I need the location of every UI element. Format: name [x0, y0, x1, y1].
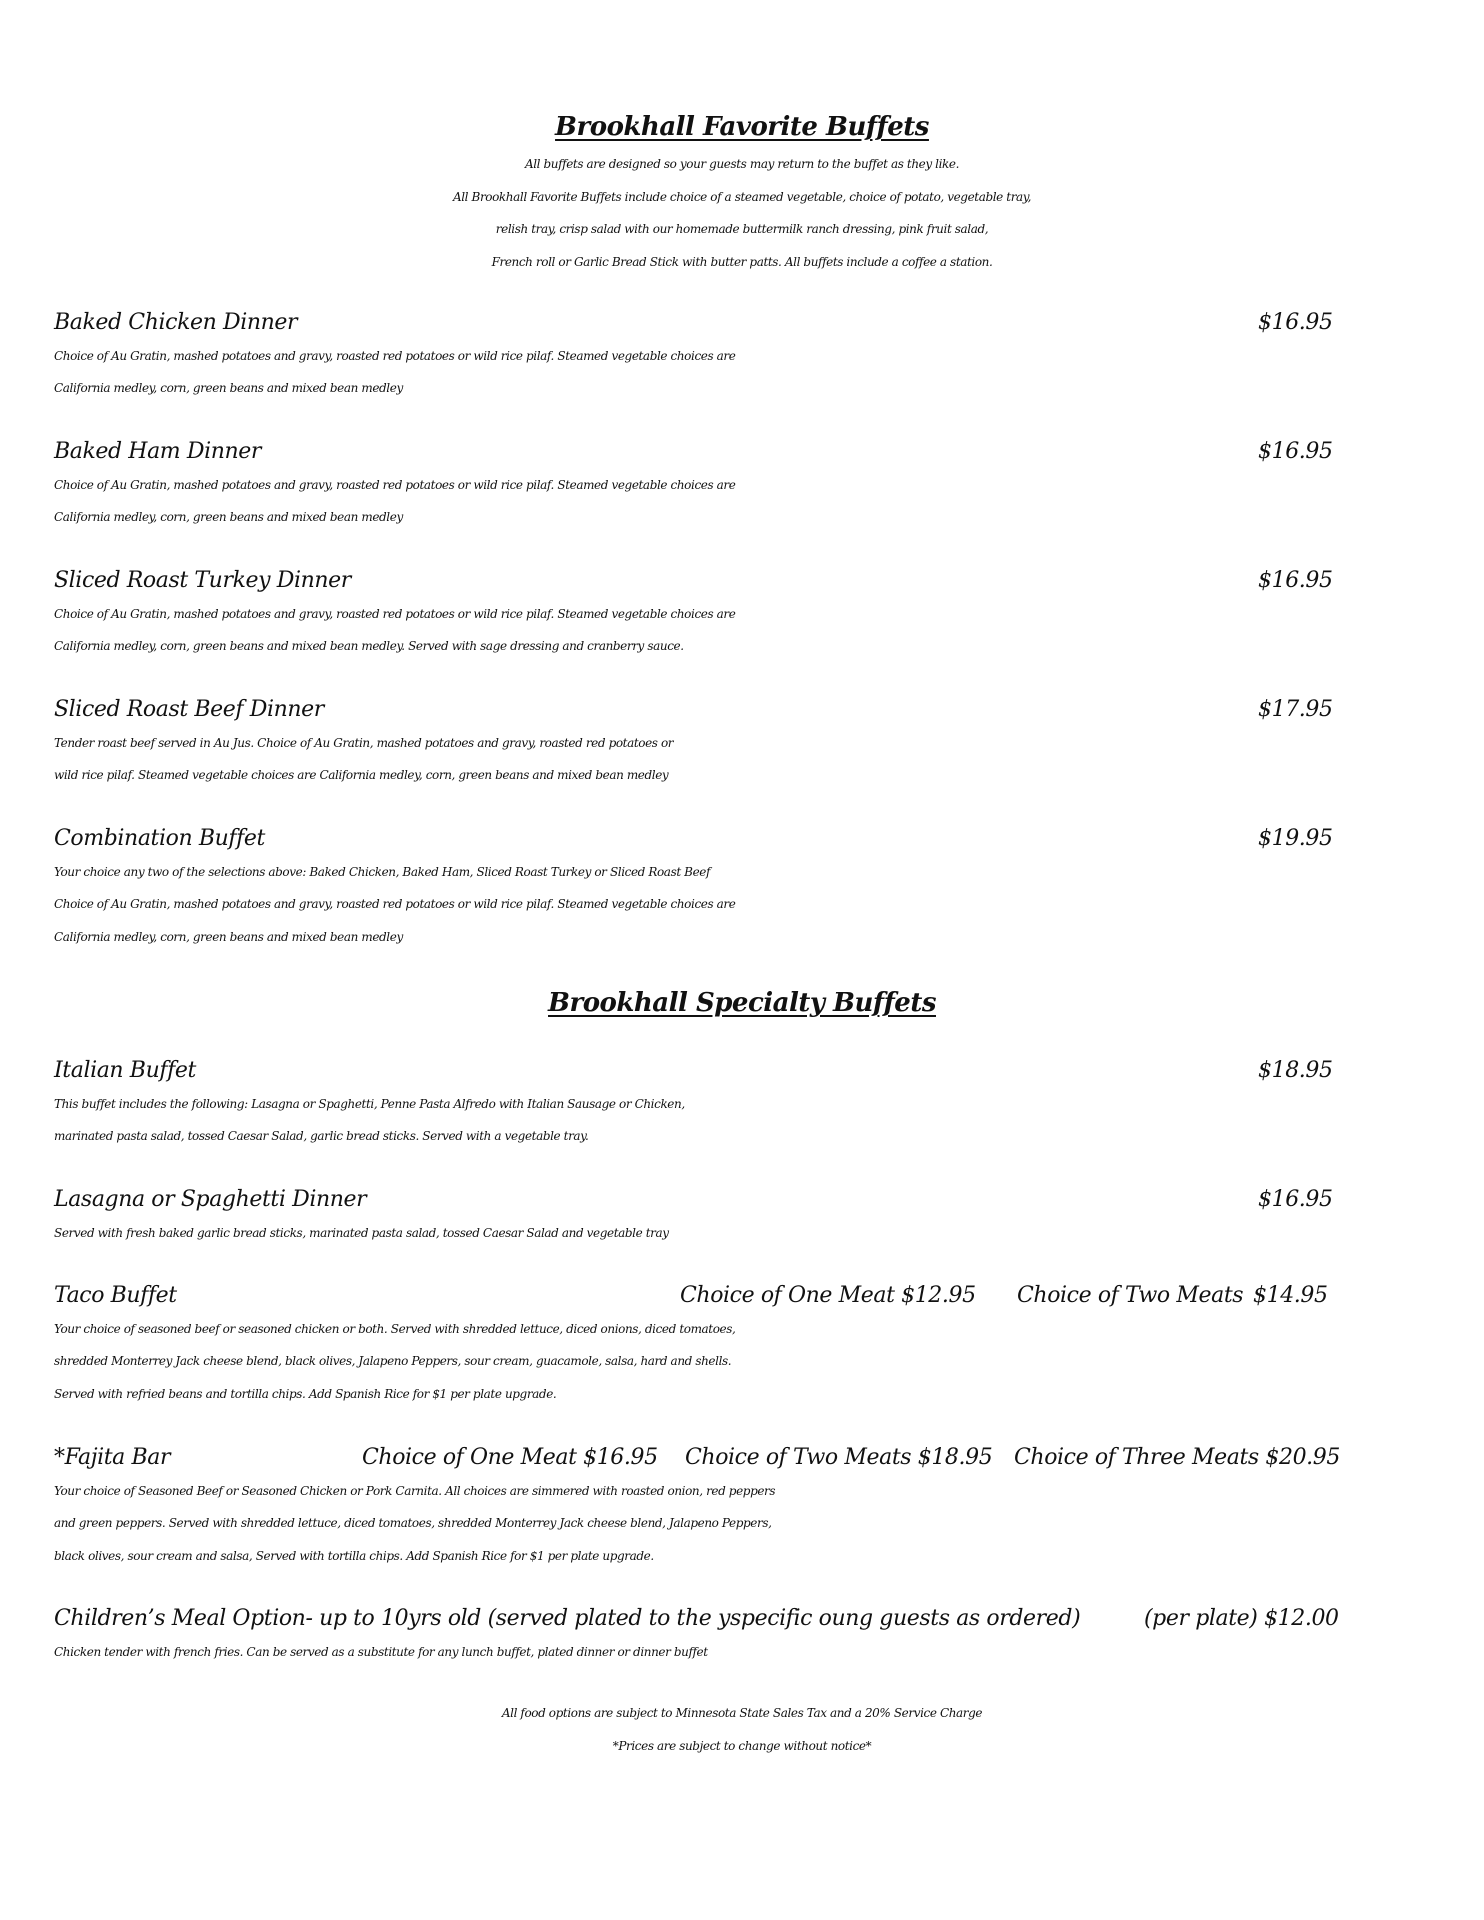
item-price: (per plate) $12.00 — [1144, 1606, 1339, 1631]
item-name: Baked Ham Dinner — [54, 439, 262, 464]
item-name: Combination Buffet — [54, 826, 265, 851]
menu-item-childrens-meal — [54, 1603, 1354, 1668]
item-description: Chicken tender with french fries. Can be served as a substitute for any lunch buffet, plated dinner or dinner buffet — [54, 1644, 708, 1659]
item-name: Lasagna or Spaghetti Dinner — [54, 1187, 367, 1212]
item-name: *Fajita Bar — [54, 1445, 171, 1470]
item-description: wild rice pilaf. Steamed vegetable choices are California medley, corn, green beans and mixed bean medley — [54, 768, 669, 782]
item-description: Your choice any two of the selections above: Baked Chicken, Baked Ham, Sliced Roast Turkey or Sliced Roast Beef — [54, 864, 711, 879]
fajita-option-two-meats: Choice of Two Meats $18.95 — [685, 1445, 993, 1470]
item-name: Sliced Roast Turkey Dinner — [54, 568, 351, 593]
item-description: California medley, corn, green beans and mixed bean medley — [54, 510, 403, 524]
item-name: Sliced Roast Beef Dinner — [54, 697, 324, 722]
item-description: California medley, corn, green beans and mixed bean medley — [54, 381, 403, 395]
price-change-note: *Prices are subject to change without notice* — [612, 1738, 872, 1753]
fajita-option-one-meat: Choice of One Meat $16.95 — [362, 1445, 658, 1470]
item-price: $18.95 — [1258, 1058, 1333, 1083]
item-description: Tender roast beef served in Au Jus. Choice of Au Gratin, mashed potatoes and gravy, roasted red potatoes or — [54, 735, 674, 750]
intro-line: All Brookhall Favorite Buffets include choice of a steamed vegetable, choice of potato, vegetable tray, — [452, 189, 1032, 204]
item-description: Your choice of seasoned beef or seasoned chicken or both. Served with shredded lettuce, diced onions, diced tomatoes, — [54, 1321, 736, 1336]
menu-item-combination — [54, 823, 1354, 953]
specialty-buffets-title: Brookhall Specialty Buffets — [548, 988, 936, 1018]
favorite-buffets-intro — [0, 148, 1484, 278]
taco-option-one-meat: Choice of One Meat $12.95 — [680, 1283, 976, 1308]
intro-line: French roll or Garlic Bread Stick with butter patts. All buffets include a coffee a station. — [491, 254, 993, 269]
item-name: Italian Buffet — [54, 1058, 196, 1083]
taco-option-two-meats-price: $14.95 — [1253, 1283, 1328, 1308]
favorite-buffets-title: Brookhall Favorite Buffets — [555, 112, 929, 142]
item-description: black olives, sour cream and salsa, Served with tortilla chips. Add Spanish Rice for $1 per plate upgrade. — [54, 1548, 654, 1563]
item-description: This buffet includes the following: Lasagna or Spaghetti, Penne Pasta Alfredo with Italian Sausage or Chicken, — [54, 1096, 685, 1111]
item-description: Your choice of Seasoned Beef or Seasoned Chicken or Pork Carnita. All choices are simmered with roasted onion, red peppers — [54, 1483, 776, 1498]
menu-footer — [0, 1697, 1484, 1762]
menu-item-roast-beef — [54, 694, 1354, 792]
item-name: Baked Chicken Dinner — [54, 310, 298, 335]
item-description: California medley, corn, green beans and mixed bean medley — [54, 929, 403, 944]
item-price: $16.95 — [1258, 568, 1333, 593]
item-description: Served with fresh baked garlic bread sticks, marinated pasta salad, tossed Caesar Salad and vegetable tray — [54, 1225, 669, 1240]
item-description: and green peppers. Served with shredded lettuce, diced tomatoes, shredded Monterrey Jack cheese blend, Jalapeno Peppers, — [54, 1516, 772, 1530]
item-description: Served with refried beans and tortilla chips. Add Spanish Rice for $1 per plate upgrade. — [54, 1386, 557, 1401]
menu-item-taco — [54, 1280, 1354, 1410]
intro-line: All buffets are designed so your guests may return to the buffet as they like. — [524, 157, 960, 171]
menu-item-baked-ham — [54, 436, 1354, 534]
intro-line: relish tray, crisp salad with our homemade buttermilk ranch dressing, pink fruit salad, — [495, 222, 989, 236]
menu-item-baked-chicken — [54, 307, 1354, 405]
item-name: Children’s Meal Option- up to 10yrs old (served plated to the yspecific oung guests as ordered) — [54, 1606, 1081, 1631]
tax-note: All food options are subject to Minnesota State Sales Tax and a 20% Service Charge — [501, 1706, 983, 1720]
menu-item-italian — [54, 1055, 1354, 1153]
item-name: Taco Buffet — [54, 1283, 177, 1308]
item-price: $17.95 — [1258, 697, 1333, 722]
taco-option-two-meats: Choice of Two Meats — [1017, 1283, 1244, 1308]
item-description: Choice of Au Gratin, mashed potatoes and gravy, roasted red potatoes or wild rice pilaf. Steamed vegetable choices are — [54, 606, 736, 621]
fajita-option-three-meats: Choice of Three Meats $20.95 — [1014, 1445, 1340, 1470]
item-price: $19.95 — [1258, 826, 1333, 851]
item-price: $16.95 — [1258, 310, 1333, 335]
item-description: California medley, corn, green beans and mixed bean medley. Served with sage dressing and cranberry sauce. — [54, 639, 684, 653]
item-price: $16.95 — [1258, 439, 1333, 464]
menu-item-lasagna — [54, 1184, 1354, 1249]
menu-item-roast-turkey — [54, 565, 1354, 663]
item-description: Choice of Au Gratin, mashed potatoes and gravy, roasted red potatoes or wild rice pilaf. Steamed vegetable choices are — [54, 897, 736, 911]
menu-item-fajita — [54, 1442, 1354, 1572]
item-price: $16.95 — [1258, 1187, 1333, 1212]
item-description: Choice of Au Gratin, mashed potatoes and gravy, roasted red potatoes or wild rice pilaf. Steamed vegetable choices are — [54, 348, 736, 363]
item-description: shredded Monterrey Jack cheese blend, black olives, Jalapeno Peppers, sour cream, guacamole, salsa, hard and shells. — [54, 1354, 732, 1368]
item-description: marinated pasta salad, tossed Caesar Salad, garlic bread sticks. Served with a vegetable tray. — [54, 1129, 589, 1143]
item-description: Choice of Au Gratin, mashed potatoes and gravy, roasted red potatoes or wild rice pilaf. Steamed vegetable choices are — [54, 477, 736, 492]
